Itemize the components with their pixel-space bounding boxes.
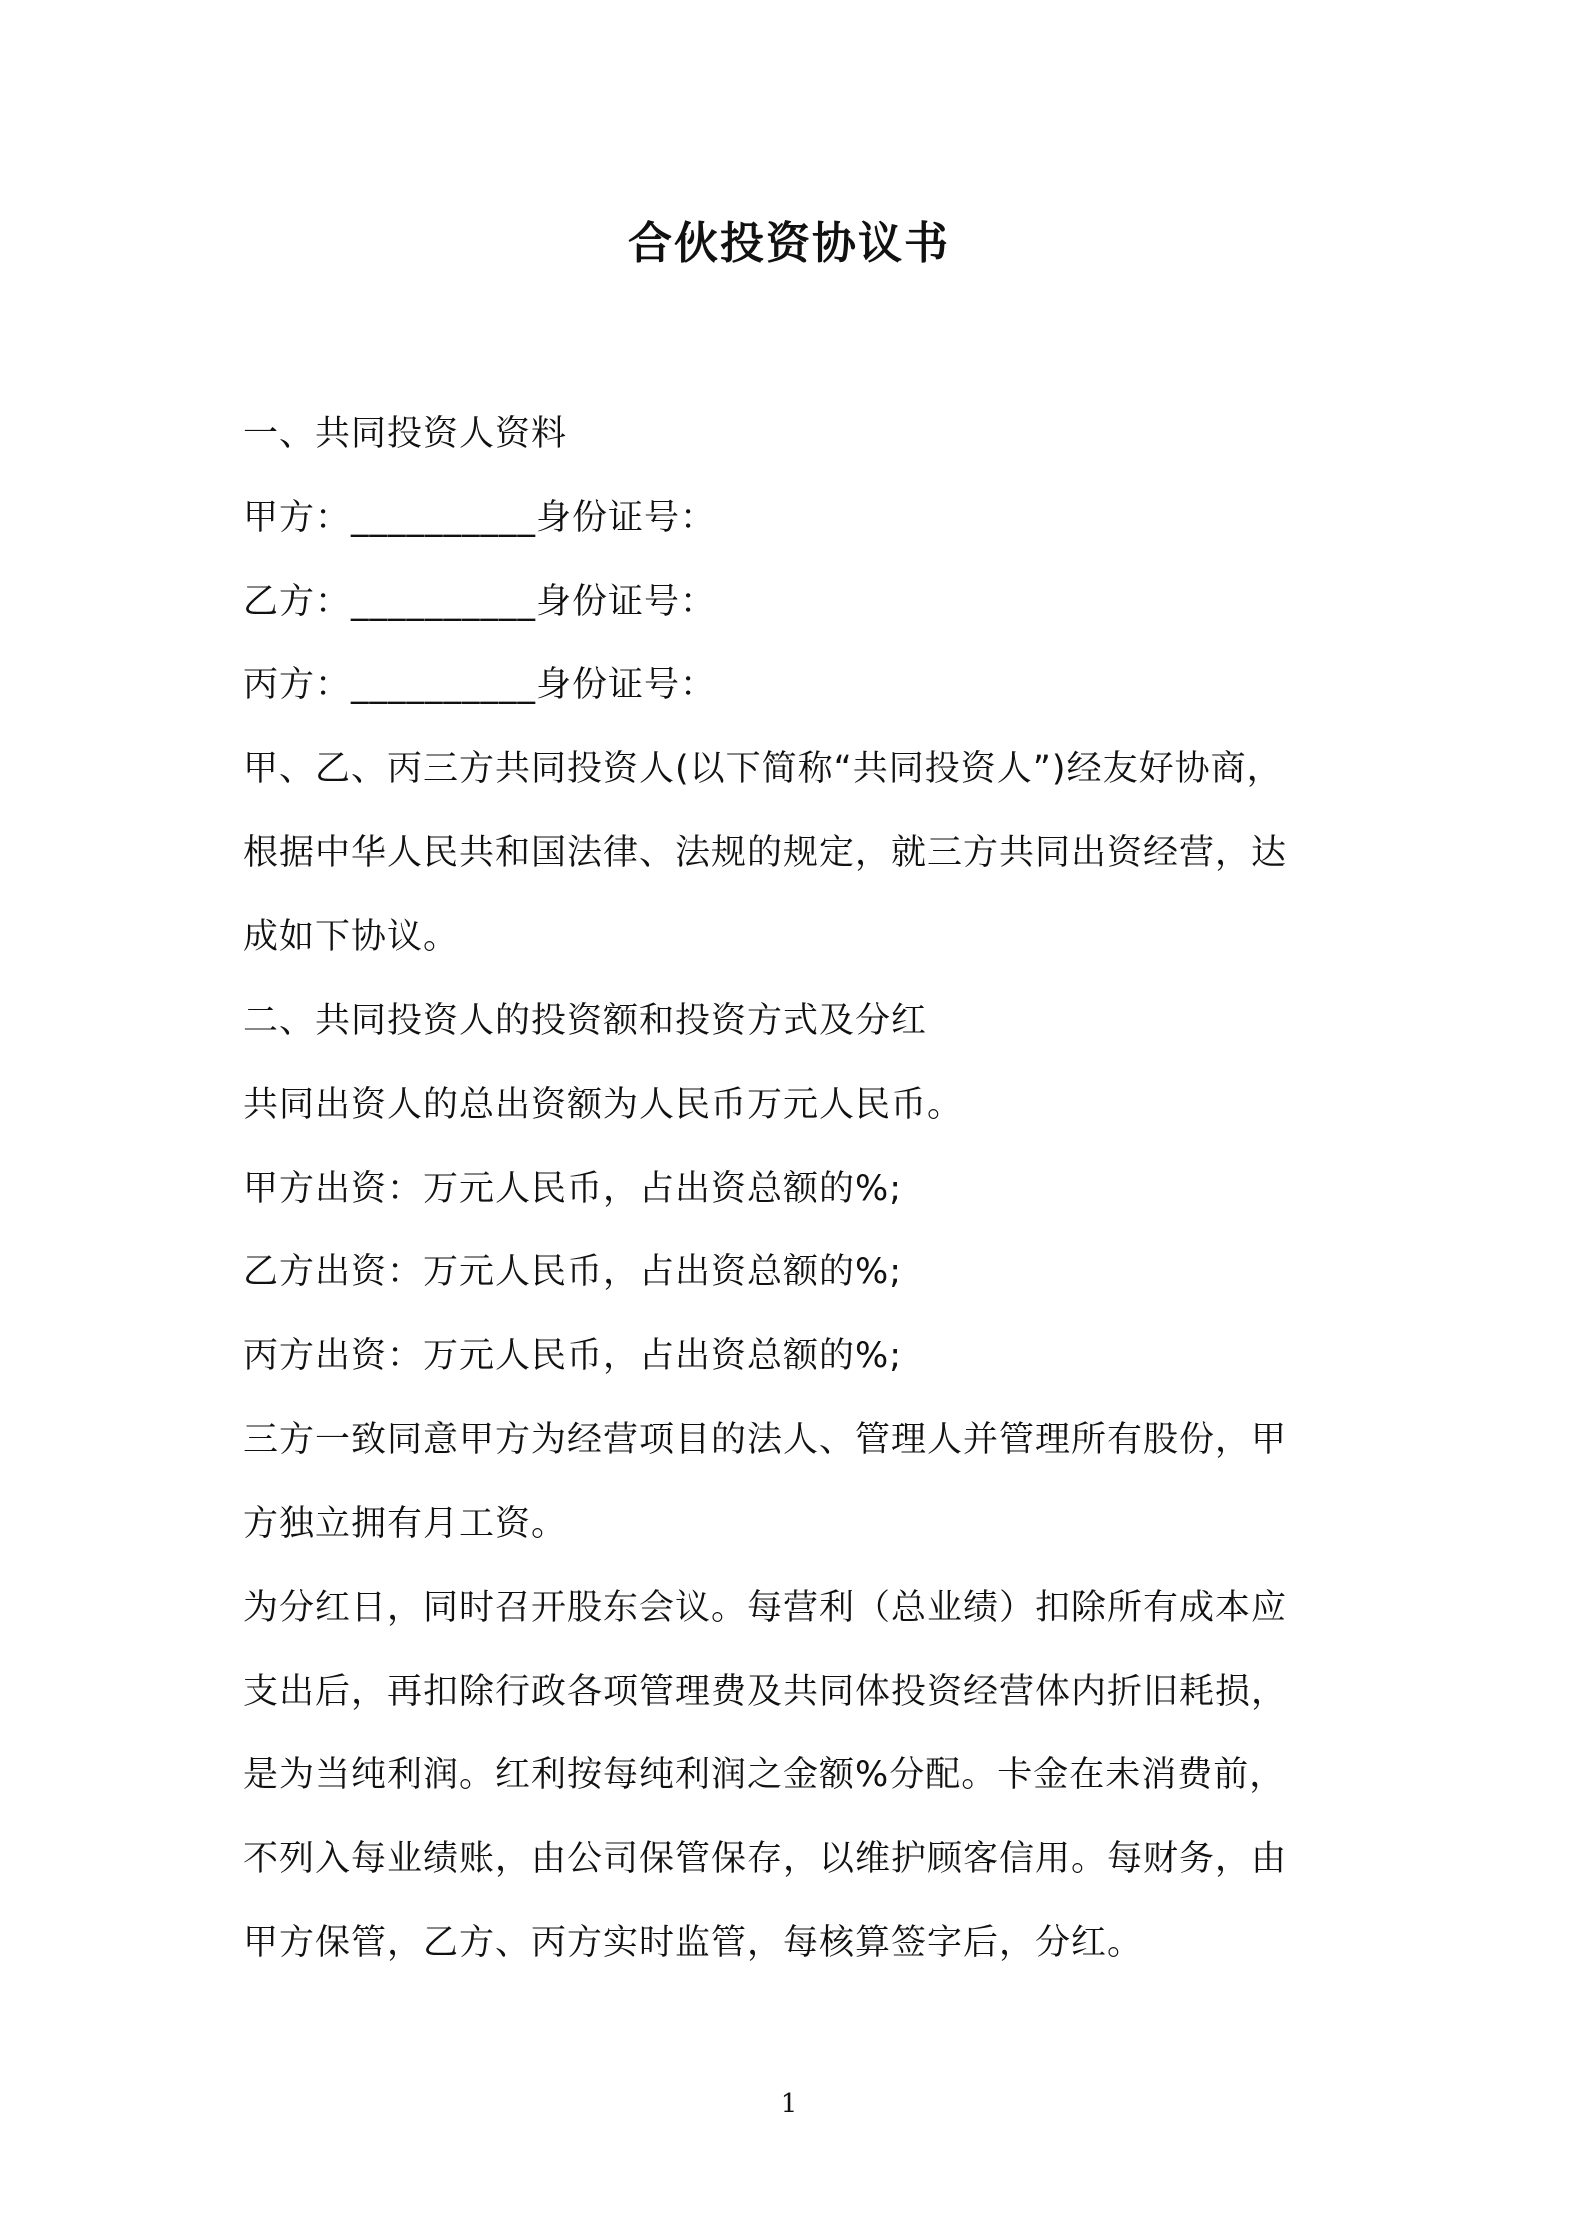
page-number: 1 [780,2089,798,2119]
paragraph-line: 是为当纯利润。红利按每纯利润之金额%分配。卡金在未消费前， [243,1755,1286,1795]
party-c-line: 丙方：__________身份证号： [243,665,717,705]
party-a-contribution-line: 甲方出资：万元人民币，占出资总额的%; [243,1169,903,1209]
paragraph-line: 不列入每业绩账，由公司保管保存，以维护顾客信用。每财务，由 [243,1839,1288,1879]
paragraph-line: 成如下协议。 [243,917,460,957]
paragraph-line: 根据中华人民共和国法律、法规的规定，就三方共同出资经营，达 [243,833,1288,873]
paragraph-line: 方独立拥有月工资。 [243,1504,568,1544]
paragraph-line: 为分红日，同时召开股东会议。每营利（总业绩）扣除所有成本应 [243,1588,1288,1628]
party-b-line: 乙方：__________身份证号： [243,582,717,622]
document-title: 合伙投资协议书 [628,218,950,269]
party-b-contribution-line: 乙方出资：万元人民币，占出资总额的%; [243,1252,903,1292]
section-heading-investor-info: 一、共同投资人资料 [243,414,568,454]
paragraph-line: 甲、乙、丙三方共同投资人(以下简称“共同投资人”)经友好协商， [243,749,1283,789]
party-c-contribution-line: 丙方出资：万元人民币，占出资总额的%; [243,1336,903,1376]
paragraph-line: 三方一致同意甲方为经营项目的法人、管理人并管理所有股份，甲 [243,1420,1288,1460]
paragraph-line: 甲方保管，乙方、丙方实时监管，每核算签字后，分红。 [243,1923,1144,1963]
paragraph-line: 支出后，再扣除行政各项管理费及共同体投资经营体内折旧耗损， [243,1672,1288,1712]
party-a-line: 甲方：__________身份证号： [243,498,717,538]
section-heading-investment: 二、共同投资人的投资额和投资方式及分红 [243,1001,928,1041]
paragraph-line: 共同出资人的总出资额为人民币万元人民币。 [243,1085,964,1125]
